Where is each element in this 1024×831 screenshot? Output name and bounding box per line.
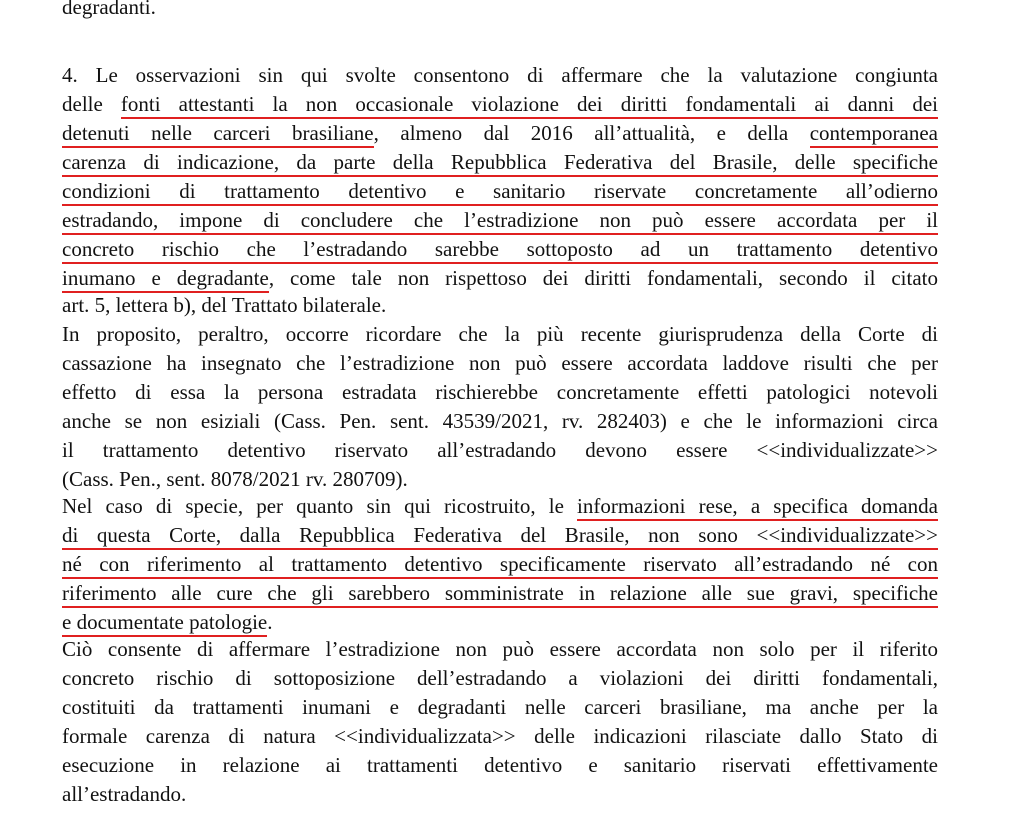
text-line <box>62 292 938 318</box>
text-segment: formale carenza di natura <<individualizzata>> delle indicazioni rilasciate dallo Stato di <box>62 724 938 748</box>
text-line <box>62 723 938 749</box>
text-segment: costituiti da trattamenti inumani e degradanti nelle carceri brasiliane, ma anche per la <box>62 695 938 719</box>
text-line <box>62 665 938 691</box>
text-line <box>62 493 938 519</box>
text-line <box>62 120 938 146</box>
text-segment: esecuzione in relazione ai trattamenti detentivo e sanitario riservati effettivamente <box>62 753 938 777</box>
text-line <box>62 321 938 347</box>
text-segment: (Cass. Pen., sent. 8078/2021 rv. 280709). <box>62 467 408 491</box>
underlined-text: condizioni di trattamento detentivo e sanitario riservate concretamente all’odierno <box>62 179 938 206</box>
text-line <box>62 752 938 778</box>
text-line <box>62 62 938 88</box>
text-line <box>62 265 938 291</box>
text-segment: Ciò consente di affermare l’estradizione non può essere accordata non solo per il riferito <box>62 637 938 661</box>
text-line <box>62 466 938 492</box>
text-line <box>62 178 938 204</box>
text-line <box>62 379 938 405</box>
text-segment: degradanti. <box>62 0 156 19</box>
text-segment: cassazione ha insegnato che l’estradizione non può essere accordata laddove risulti che per <box>62 351 938 375</box>
underlined-text: riferimento alle cure che gli sarebbero somministrate in relazione alle sue gravi, specifiche <box>62 581 938 608</box>
underlined-text: estradando, impone di concludere che l’estradizione non può essere accordata per il <box>62 208 938 235</box>
text-line <box>62 91 938 117</box>
text-segment: all’estradando. <box>62 782 187 806</box>
underlined-text: contemporanea <box>810 121 938 148</box>
text-segment: concreto rischio di sottoposizione dell’estradando a violazioni dei diritti fondamentali, <box>62 666 938 690</box>
text-segment: delle <box>62 92 121 116</box>
text-line <box>62 0 938 20</box>
text-segment: 4. Le osservazioni sin qui svolte consentono di affermare che la valutazione congiunta <box>62 63 938 87</box>
text-line <box>62 694 938 720</box>
text-segment: Nel caso di specie, per quanto sin qui ricostruito, le <box>62 494 578 518</box>
underlined-text: inumano e degradante <box>62 266 269 293</box>
underlined-text: fonti attestanti la non occasionale violazione dei diritti fondamentali ai danni dei <box>121 92 938 119</box>
underlined-text: informazioni rese, a specifica domanda <box>577 494 938 521</box>
text-segment: effetto di essa la persona estradata rischierebbe concretamente effetti patologici notevoli <box>62 380 938 404</box>
text-line <box>62 580 938 606</box>
underlined-text: detenuti nelle carceri brasiliane <box>62 121 374 148</box>
text-segment: . <box>267 610 273 634</box>
text-segment: art. 5, lettera b), del Trattato bilaterale. <box>62 293 387 317</box>
text-segment: anche se non esiziali (Cass. Pen. sent. 43539/2021, rv. 282403) e che le informazioni circa <box>62 409 938 433</box>
text-line <box>62 781 938 807</box>
text-line <box>62 609 938 635</box>
underlined-text: né con riferimento al trattamento detentivo specificamente riservato all’estradando né con <box>62 552 938 579</box>
text-line <box>62 551 938 577</box>
text-line <box>62 636 938 662</box>
text-segment: , come tale non rispettoso dei diritti fondamentali, secondo il citato <box>268 266 938 290</box>
text-line <box>62 350 938 376</box>
underlined-text: e documentate patologie <box>62 610 267 637</box>
text-line <box>62 207 938 233</box>
text-line <box>62 437 938 463</box>
text-segment: il trattamento detentivo riservato all’estradando devono essere <<individualizzate>> <box>62 438 938 462</box>
underlined-text: di questa Corte, dalla Repubblica Federativa del Brasile, non sono <<individualizzate>> <box>62 523 938 550</box>
underlined-text: concreto rischio che l’estradando sarebbe sottoposto ad un trattamento detentivo <box>62 237 938 264</box>
text-line <box>62 522 938 548</box>
text-line <box>62 408 938 434</box>
text-segment: In proposito, peraltro, occorre ricordare che la più recente giurisprudenza della Corte di <box>62 322 938 346</box>
text-line <box>62 236 938 262</box>
text-line <box>62 149 938 175</box>
text-segment: , almeno dal 2016 all’attualità, e della <box>373 121 810 145</box>
underlined-text: carenza di indicazione, da parte della Repubblica Federativa del Brasile, delle specifiche <box>62 150 938 177</box>
